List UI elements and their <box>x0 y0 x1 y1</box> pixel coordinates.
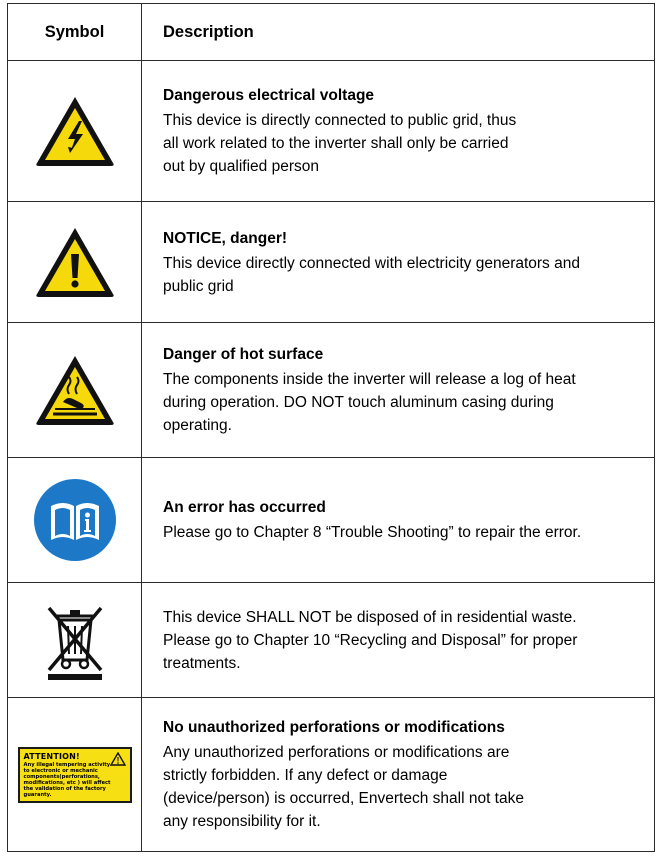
description-cell <box>163 61 644 201</box>
sticker-body: Any illegal tempering activity to electronic or mechanic components(perforations, modifications, etc ) will affect the validation of the factory guaranty. <box>23 761 111 798</box>
row-title: An error has occurred <box>163 499 326 516</box>
description-cell <box>163 202 644 322</box>
symbol-cell <box>8 202 141 322</box>
symbol-cell <box>8 323 141 457</box>
symbol-cell <box>8 583 141 697</box>
table-row <box>8 61 654 201</box>
row-text: Please go to Chapter 8 “Trouble Shooting” to repair the error. <box>163 524 582 541</box>
row-title: Danger of hot surface <box>163 346 324 363</box>
row-text: This device SHALL NOT be disposed of in residential waste. Please go to Chapter 10 “Recycling and Disposal” for proper treatments. <box>163 608 578 672</box>
header-symbol-label: Symbol <box>44 22 105 41</box>
exclamation-warning-icon <box>33 224 117 300</box>
row-text: The components inside the inverter will release a log of heat during operation. DO NOT touch aluminum casing during operating. <box>163 371 576 434</box>
table-row <box>8 323 654 457</box>
table-row <box>8 698 654 851</box>
row-text: Any unauthorized perforations or modifications are strictly forbidden. If any defect or damage (device/person) is occurred, Envertech shall not take any responsibility for it. <box>163 744 524 830</box>
header-symbol <box>8 4 141 60</box>
description-cell <box>163 698 644 851</box>
high-voltage-warning-icon <box>33 93 117 169</box>
sticker-title: ATTENTION! <box>23 751 80 761</box>
symbol-cell <box>8 458 141 582</box>
manual-info-icon <box>33 478 117 562</box>
row-text: This device directly connected with electricity generators and public grid <box>163 254 580 295</box>
symbol-cell <box>8 61 141 201</box>
symbol-cell <box>8 698 141 851</box>
row-title: No unauthorized perforations or modifications <box>163 719 505 736</box>
header-row <box>8 4 654 60</box>
description-cell <box>163 323 644 457</box>
row-title: NOTICE, danger! <box>163 229 288 247</box>
header-description <box>163 4 644 60</box>
description-cell <box>163 583 644 697</box>
hot-surface-warning-icon <box>33 352 117 428</box>
attention-sticker-icon <box>18 747 132 803</box>
row-title: Dangerous electrical voltage <box>163 87 375 104</box>
row-text: This device is directly connected to public grid, thus all work related to the inverter shall only be carried out by qualified person <box>163 112 517 175</box>
crossed-bin-icon <box>40 598 110 682</box>
table-row <box>8 458 654 582</box>
sticker-warning-icon <box>110 752 126 766</box>
table-row <box>8 202 654 322</box>
symbol-table <box>7 3 655 852</box>
table-row <box>8 583 654 697</box>
header-description-label: Description <box>163 22 254 41</box>
description-cell <box>163 458 644 582</box>
